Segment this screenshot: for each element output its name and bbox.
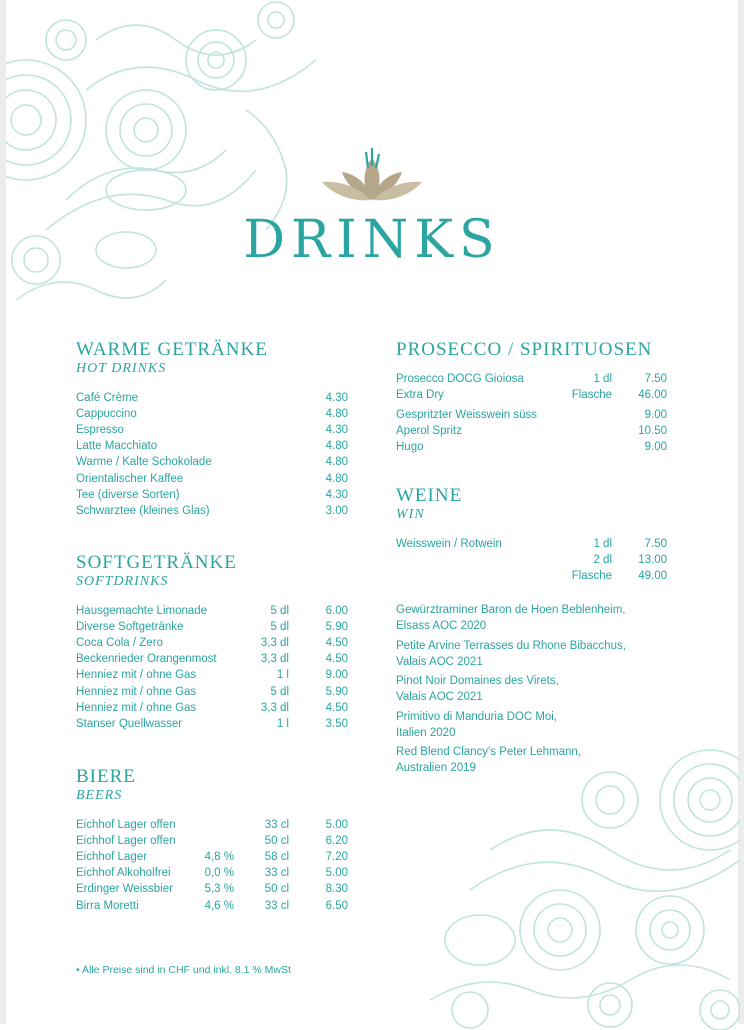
menu-abv: 5,3 % [204, 883, 234, 896]
softdrinks-heading: SOFTGETRÄNKE [76, 552, 237, 573]
menu-name: Gespritzter Weisswein süss [396, 409, 538, 421]
mandala-top-left [6, 0, 336, 320]
softdrinks-subheading: SOFTDRINKS [76, 574, 169, 589]
menu-abv: 4,6 % [204, 899, 234, 912]
menu-name: Henniez mit / ohne Gas [76, 701, 197, 714]
menu-name: Hugo [396, 441, 424, 453]
menu-name: Hausgemachte Limonade [76, 605, 208, 617]
menu-name: Prosecco DOCG Gioiosa [396, 373, 524, 385]
wine-item [396, 709, 557, 741]
prosecco-heading: PROSECCO / SPIRITUOSEN [396, 339, 653, 360]
price-footnote: • Alle Preise sind in CHF und inkl. 8.1 % MwSt [76, 964, 291, 976]
menu-abv: 4,8 % [204, 851, 234, 864]
hot-drinks-heading: WARME GETRÄNKE [76, 339, 268, 360]
menu-abv: 0,0 % [204, 867, 234, 880]
menu-price: 5.90 [325, 621, 348, 634]
menu-name: Eichhof Lager offen [76, 819, 176, 831]
menu-name: Warme / Kalte Schokolade [76, 456, 212, 469]
menu-size: 5 dl [270, 605, 289, 617]
menu-name: Birra Moretti [76, 899, 139, 912]
menu-price: 4.80 [325, 408, 348, 421]
menu-price: 4.80 [325, 456, 348, 469]
menu-price: 4.50 [325, 653, 348, 666]
wine-subheading: WIN [396, 507, 425, 522]
menu-price: 9.00 [325, 669, 348, 682]
wine-item-origin: Valais AOC 2021 [396, 655, 483, 668]
menu-size: 1 dl [593, 373, 612, 385]
menu-price: 5.00 [325, 819, 348, 831]
menu-size: 58 cl [264, 851, 289, 864]
menu-name: Eichhof Alkoholfrei [76, 867, 171, 880]
menu-size: 3,3 dl [260, 637, 289, 650]
menu-price: 6.00 [325, 605, 348, 617]
lotus-logo-icon [322, 148, 422, 204]
menu-price: 46.00 [638, 389, 667, 401]
menu-name: Tee (diverse Sorten) [76, 488, 180, 501]
beer-heading: BIERE [76, 766, 136, 787]
menu-name: Cappuccino [76, 408, 137, 421]
wine-item-origin: Italien 2020 [396, 726, 456, 739]
menu-size: 50 cl [264, 835, 289, 848]
menu-price: 4.30 [325, 424, 348, 437]
menu-price: 9.00 [644, 409, 667, 421]
menu-size: 50 cl [264, 883, 289, 896]
wine-item-name: Gewürztraminer Baron de Hoen Beblenheim, [396, 604, 626, 616]
menu-price: 4.30 [325, 392, 348, 404]
wine-item [396, 638, 626, 670]
menu-price: 10.50 [638, 425, 667, 437]
menu-size: Flasche [571, 570, 612, 582]
wine-item-name: Pinot Noir Domaines des Virets, [396, 675, 559, 687]
menu-size: 3,3 dl [260, 701, 289, 714]
menu-price: 8.30 [325, 883, 348, 896]
menu-name: Diverse Softgetränke [76, 621, 184, 634]
wine-item-origin: Valais AOC 2021 [396, 691, 483, 703]
menu-name: Stanser Quellwasser [76, 717, 183, 730]
wine-item-name: Red Blend Clancy's Peter Lehmann, [396, 746, 582, 758]
menu-name: Orientalischer Kaffee [76, 472, 184, 485]
menu-size: 3,3 dl [260, 653, 289, 666]
wine-item-origin: Elsass AOC 2020 [396, 620, 487, 632]
menu-price: 3.50 [325, 717, 348, 730]
wine-item [396, 673, 559, 705]
menu-price: 6.20 [325, 835, 348, 848]
menu-price: 9.00 [644, 441, 667, 453]
menu-price: 5.90 [325, 685, 348, 698]
menu-size: 33 cl [264, 899, 289, 912]
page-title: DRINKS [243, 210, 501, 270]
menu-price: 7.50 [644, 538, 667, 550]
menu-name: Extra Dry [396, 389, 444, 401]
menu-name: Eichhof Lager offen [76, 835, 176, 848]
hot-drinks-subheading: HOT DRINKS [76, 361, 167, 376]
menu-price: 5.00 [325, 867, 348, 880]
menu-price: 4.50 [325, 701, 348, 714]
wine-item [396, 602, 625, 634]
menu-price: 6.50 [325, 899, 348, 912]
beer-subheading: BEERS [76, 788, 123, 803]
menu-size: 1 l [276, 717, 289, 730]
menu-size: 33 cl [264, 867, 289, 880]
menu-price: 13.00 [638, 554, 667, 566]
menu-name: Beckenrieder Orangenmost [76, 653, 217, 666]
menu-size: 1 l [276, 669, 289, 682]
menu-price: 4.30 [325, 488, 348, 501]
menu-name: Espresso [76, 424, 124, 437]
wine-item-origin: Australien 2019 [396, 762, 476, 774]
menu-name: Erdinger Weissbier [76, 883, 173, 896]
menu-name: Café Crème [76, 392, 138, 404]
wine-heading: WEINE [396, 485, 463, 506]
wine-item [396, 744, 581, 776]
menu-size: Flasche [571, 389, 612, 401]
menu-price: 49.00 [638, 570, 667, 582]
menu-price: 4.80 [325, 472, 348, 485]
menu-price: 3.00 [325, 504, 348, 517]
menu-name: Latte Macchiato [76, 440, 158, 453]
menu-name: Eichhof Lager [76, 851, 147, 864]
menu-name: Coca Cola / Zero [76, 637, 163, 650]
wine-item-name: Petite Arvine Terrasses du Rhone Bibacchus, [396, 639, 626, 652]
menu-price: 4.80 [325, 440, 348, 453]
menu-price: 7.50 [644, 373, 667, 385]
mandala-bottom-right [410, 740, 740, 1030]
menu-price: 4.50 [325, 637, 348, 650]
wine-item-name: Primitivo di Manduria DOC Moi, [396, 710, 558, 723]
menu-price: 7.20 [325, 851, 348, 864]
menu-size: 2 dl [593, 554, 612, 566]
menu-name: Henniez mit / ohne Gas [76, 685, 197, 698]
menu-size: 5 dl [270, 621, 289, 634]
menu-name: Henniez mit / ohne Gas [76, 669, 197, 682]
menu-size: 5 dl [270, 685, 289, 698]
menu-size: 1 dl [593, 538, 612, 550]
menu-name: Weisswein / Rotwein [396, 538, 502, 550]
menu-size: 33 cl [264, 819, 289, 831]
menu-name: Aperol Spritz [396, 425, 462, 437]
menu-name: Schwarztee (kleines Glas) [76, 504, 210, 517]
